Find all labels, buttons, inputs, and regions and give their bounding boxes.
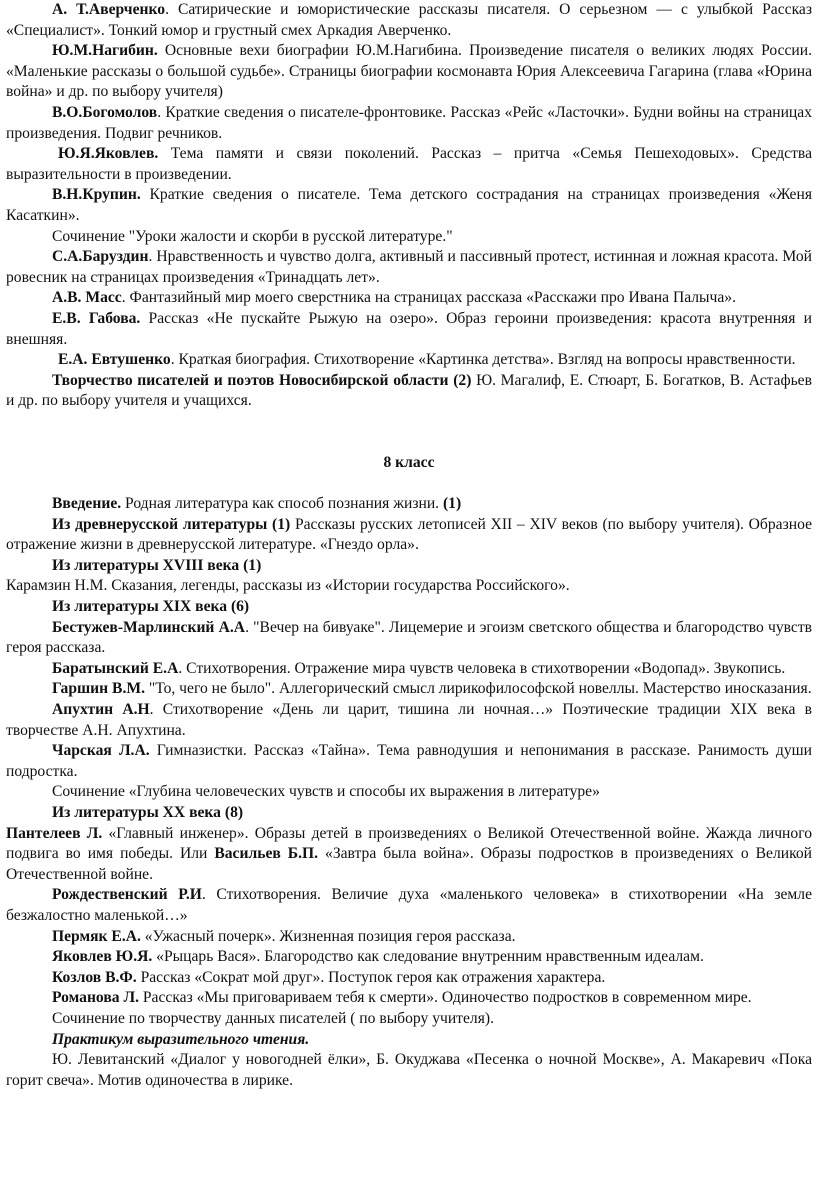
paragraph-text: Тема памяти и связи поколений. Рассказ – притча «Семья Пешеходовых». Средства выразительности в произведении. <box>6 145 812 183</box>
paragraph-text: Рассказ «Мы приговариваем тебя к смерти». Одиночество подростков в современном мире. <box>138 989 752 1007</box>
author-name: Рождественский Р.И <box>52 886 202 904</box>
author-name: Апухтин А.Н <box>52 701 150 718</box>
paragraph-text: . Сатирические и юмористические рассказы писателя. О серьезном — с улыбкой Рассказ «Специалист». Тонкий юмор и грустный смех Аркадия Аверченко. <box>6 1 812 39</box>
hours-count: (1) <box>442 495 462 513</box>
section-title: Введение. <box>52 495 122 513</box>
paragraph-text: . Стихотворения. Отражение мира чувств человека в стихотворении «Водопад». Звукопись. <box>178 659 786 677</box>
author-name: Пантелеев Л. <box>6 824 103 842</box>
paragraph-text: Карамзин Н.М. Сказания, легенды, рассказы из «Истории государства Российского». <box>6 577 570 595</box>
paragraph-baruzdin <box>6 247 812 288</box>
paragraph-text: Сочинение по творчеству данных писателей ( по выбору учителя). <box>52 1009 494 1027</box>
spacer <box>6 412 812 453</box>
author-name: Гаршин В.М. <box>52 680 145 698</box>
author-name: С.А.Баруздин <box>52 248 149 266</box>
paragraph-essay-3 <box>6 1009 812 1030</box>
paragraph-19th-century-title <box>6 597 812 618</box>
paragraph-yakovlev-2 <box>6 947 812 968</box>
author-name: В.Н.Крупин. <box>52 186 141 204</box>
paragraph-yakovlev <box>6 144 812 185</box>
author-name: Яковлев Ю.Я. <box>52 948 153 966</box>
paragraph-18th-century-title <box>6 556 812 577</box>
paragraph-text: Сочинение "Уроки жалости и скорби в русской литературе." <box>52 227 453 245</box>
author-name: А.В. Масс <box>52 289 122 307</box>
paragraph-text: Гимназистки. Рассказ «Тайна». Тема равнодушия и непонимания в рассказе. Ранимость души подростка. <box>6 742 812 780</box>
paragraph-rozhdestvensky <box>6 885 812 926</box>
author-name: Бестужев-Марлинский А.А <box>52 618 246 636</box>
paragraph-romanova <box>6 988 812 1009</box>
author-name: В.О.Богомолов <box>52 103 158 121</box>
author-name: Козлов В.Ф. <box>52 968 137 986</box>
paragraph-text: . Фантазийный мир моего сверстника на страницах рассказа «Расскажи про Ивана Палыча». <box>121 289 736 307</box>
paragraph-averchenko <box>6 0 812 41</box>
paragraph-text: . Краткая биография. Стихотворение «Картинка детства». Взгляд на вопросы нравственности. <box>170 351 796 369</box>
section-title: Из литературы XVIII века (1) <box>52 556 262 574</box>
paragraph-text: . Нравственность и чувство долга, активный и пассивный протест, истинная и ложная красота. Мой ровесник на страницах произведения «Тринадцать лет». <box>6 248 812 286</box>
grade-heading: 8 класс <box>383 453 435 471</box>
paragraph-text: . "Вечер на бивуаке". Лицемерие и эгоизм светского общества и благородство чувств героя рассказа. <box>6 618 812 657</box>
paragraph-text: . Стихотворения. Величие духа «маленького человека» в стихотворении «На земле безжалостно маленькой…» <box>6 886 812 924</box>
author-name: Романова Л. <box>52 989 139 1007</box>
paragraph-mass <box>6 288 812 309</box>
paragraph-text: «Рыцарь Вася». Благородство как следование внутренним нравственным идеалам. <box>152 948 704 966</box>
author-name: Чарская Л.А. <box>52 742 150 760</box>
author-name: Пермяк Е.А. <box>52 927 141 945</box>
paragraph-practicum-title <box>6 1030 812 1051</box>
paragraph-text: «Ужасный почерк». Жизненная позиция героя рассказа. <box>140 927 516 945</box>
paragraph-garshin <box>6 679 812 700</box>
author-name: Баратынский Е.А <box>52 659 179 677</box>
author-name: Васильев Б.П. <box>214 845 319 863</box>
paragraph-lyrics <box>6 1050 812 1091</box>
paragraph-krupin <box>6 185 812 226</box>
author-name: Ю.М.Нагибин. <box>52 42 158 60</box>
paragraph-evtushenko <box>6 350 812 371</box>
paragraph-text: Ю. Левитанский «Диалог у новогодней ёлки», Б. Окуджава «Песенка о ночной Москве», А. Макаревич «Пока горит свеча». Мотив одиночества в лирике. <box>6 1051 812 1089</box>
author-name: Е.В. Габова. <box>52 309 141 327</box>
paragraph-bestuzhev <box>6 618 812 659</box>
paragraph-text: . Стихотворение «День ли царит, тишина ли ночная…» Поэтические традиции XIX века в творчестве А.Н. Апухтина. <box>6 701 812 739</box>
paragraph-gabova <box>6 309 812 350</box>
paragraph-essay-1 <box>6 227 812 248</box>
paragraph-text: «Завтра была война». Образы подростков в произведениях о Великой Отечественной войне. <box>6 845 812 883</box>
paragraph-charskaya <box>6 741 812 782</box>
paragraph-novosibirsk <box>6 371 812 412</box>
section-title: Из древнерусской литературы (1) <box>52 515 291 533</box>
paragraph-nagibin <box>6 41 812 103</box>
paragraph-karamzin <box>6 576 812 597</box>
author-name: А. Т.Аверченко <box>52 1 166 18</box>
paragraph-20th-century-title <box>6 803 812 824</box>
author-name: Е.А. Евтушенко <box>58 351 171 369</box>
paragraph-text: Сочинение «Глубина человеческих чувств и способы их выражения в литературе» <box>52 783 600 801</box>
paragraph-text: Основные вехи биографии Ю.М.Нагибина. Произведение писателя о великих людях России. «Маленькие рассказы о большой судьбе». Страницы биографии космонавта Юрия Алексеевича Гагарина (глава «Юрина война» и др. по выбору учителя) <box>6 42 812 101</box>
paragraph-apukhtin <box>6 700 812 741</box>
section-title: Из литературы XX века (8) <box>52 803 244 821</box>
paragraph-introduction <box>6 494 812 515</box>
paragraph-text: . Краткие сведения о писателе-фронтовике. Рассказ «Рейс «Ласточки». Будни войны на страницах произведения. Подвиг речников. <box>6 103 812 142</box>
paragraph-old-russian <box>6 515 812 556</box>
paragraph-text: Рассказ «Не пускайте Рыжую на озеро». Образ героини произведения: красота внутренняя и внешняя. <box>6 309 812 348</box>
paragraph-text: Рассказ «Сократ мой друг». Поступок героя как отражения характера. <box>136 968 606 986</box>
spacer <box>6 473 812 494</box>
paragraph-kozlov <box>6 968 812 989</box>
paragraph-text: Краткие сведения о писателе. Тема детского сострадания на страницах произведения «Женя Касаткин». <box>6 186 812 224</box>
paragraph-text: "То, чего не было". Аллегорический смысл лирикофилософской новеллы. Мастерство иносказания. <box>144 680 812 698</box>
paragraph-panteleev <box>6 824 812 886</box>
paragraph-permyak <box>6 927 812 948</box>
paragraph-text: Ю. Магалиф, Е. Стюарт, Б. Богатков, В. Астафьев и др. по выбору учителя и учащихся. <box>6 371 812 410</box>
author-name: Ю.Я.Яковлев. <box>58 145 159 163</box>
section-title: Практикум выразительного чтения. <box>52 1030 310 1048</box>
paragraph-essay-2 <box>6 782 812 803</box>
paragraph-baratynsky <box>6 659 812 680</box>
section-title: Из литературы XIX века (6) <box>52 598 250 616</box>
paragraph-bogomolov <box>6 103 812 144</box>
section-title: Творчество писателей и поэтов Новосибирской области (2) <box>52 371 472 389</box>
paragraph-text: Родная литература как способ познания жизни. <box>121 495 443 513</box>
paragraph-text: «Главный инженер». Образы детей в произведениях о Великой Отечественной войне. Жажда личного подвига во имя победы. Или <box>6 824 812 863</box>
paragraph-text: Рассказы русских летописей XII – XIV веков (по выбору учителя). Образное отражение жизни в древнерусской литературе. «Гнездо орла». <box>6 515 812 554</box>
